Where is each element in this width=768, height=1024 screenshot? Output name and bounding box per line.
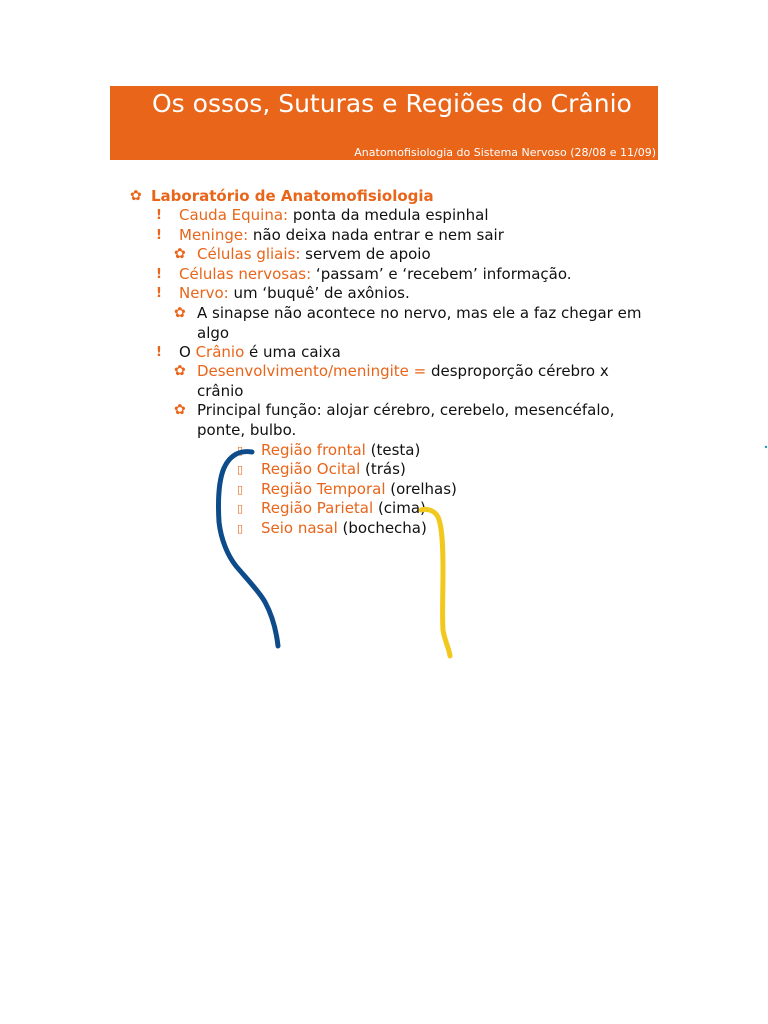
term: Desenvolvimento/meningite = bbox=[197, 362, 427, 380]
square-bullet-icon: ▯ bbox=[237, 502, 244, 515]
page-title: Os ossos, Suturas e Regiões do Crânio bbox=[152, 89, 632, 118]
description: ponta da medula espinhal bbox=[288, 206, 489, 224]
term: Região Parietal bbox=[261, 499, 374, 517]
flower-bullet-icon: ✿ bbox=[174, 305, 186, 321]
square-bullet-icon: ▯ bbox=[237, 522, 244, 535]
exclamation-bullet-icon: ! bbox=[156, 267, 162, 282]
description: ‘passam’ e ‘recebem’ informação. bbox=[311, 265, 572, 283]
section-heading: Laboratório de Anatomofisiologia bbox=[151, 187, 434, 205]
description: (bochecha) bbox=[337, 519, 427, 537]
description: não deixa nada entrar e nem sair bbox=[248, 226, 504, 244]
description: (cima) bbox=[373, 499, 426, 517]
square-bullet-icon: ▯ bbox=[237, 463, 244, 476]
term: Cauda Equina: bbox=[179, 206, 289, 224]
flower-bullet-icon: ✿ bbox=[130, 188, 142, 204]
term: Região Ocital bbox=[261, 460, 361, 478]
term: Meninge: bbox=[179, 226, 249, 244]
description: (testa) bbox=[365, 441, 421, 459]
ink-dot bbox=[765, 446, 767, 448]
exclamation-bullet-icon: ! bbox=[156, 208, 162, 223]
description: um ‘buquê’ de axônios. bbox=[228, 284, 410, 302]
term: Região frontal bbox=[261, 441, 366, 459]
term: Células gliais: bbox=[197, 245, 301, 263]
term: Região Temporal bbox=[261, 480, 386, 498]
term: Seio nasal bbox=[261, 519, 338, 537]
exclamation-bullet-icon: ! bbox=[156, 286, 162, 301]
description: é uma caixa bbox=[244, 343, 341, 361]
flower-bullet-icon: ✿ bbox=[174, 402, 186, 418]
term: Nervo: bbox=[179, 284, 229, 302]
description: desproporção cérebro x crânio bbox=[197, 362, 609, 400]
description: servem de apoio bbox=[300, 245, 431, 263]
blue-ink-stroke bbox=[219, 452, 278, 646]
description: (orelhas) bbox=[385, 480, 457, 498]
page-subtitle: Anatomofisiologia do Sistema Nervoso (28/08 e 11/09) bbox=[354, 146, 656, 159]
term: Células nervosas: bbox=[179, 265, 312, 283]
exclamation-bullet-icon: ! bbox=[156, 345, 162, 360]
term: Crânio bbox=[195, 343, 245, 361]
flower-bullet-icon: ✿ bbox=[174, 246, 186, 262]
flower-bullet-icon: ✿ bbox=[174, 363, 186, 379]
list-item: A sinapse não acontece no nervo, mas ele a faz chegar em algo bbox=[197, 304, 642, 342]
exclamation-bullet-icon: ! bbox=[156, 228, 162, 243]
yellow-ink-stroke bbox=[421, 509, 450, 656]
square-bullet-icon: ▯ bbox=[237, 483, 244, 496]
list-item: Principal função: alojar cérebro, cerebelo, mesencéfalo, ponte, bulbo. bbox=[197, 401, 615, 439]
square-bullet-icon: ▯ bbox=[237, 444, 244, 457]
prefix: O bbox=[179, 343, 196, 361]
description: (trás) bbox=[360, 460, 406, 478]
